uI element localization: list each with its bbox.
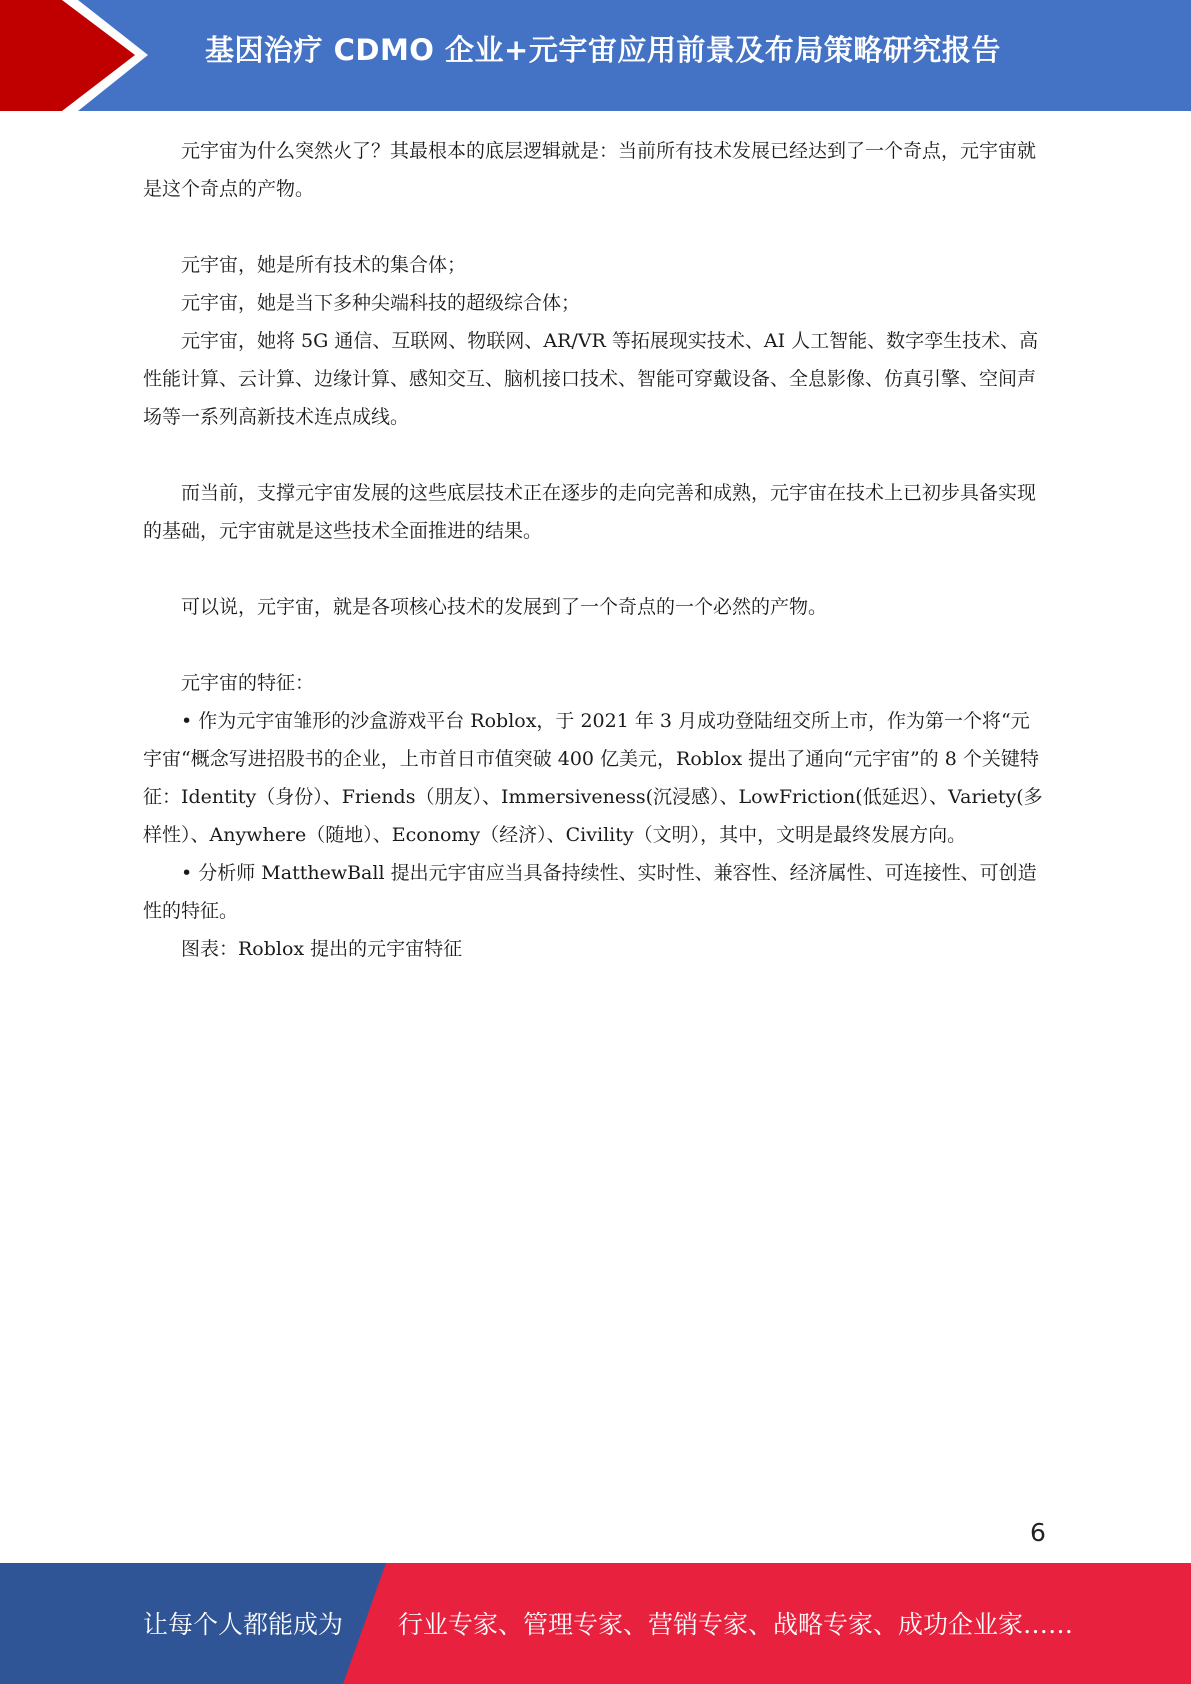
paragraph-complex: 元宇宙，她是当下多种尖端科技的超级综合体； bbox=[181, 292, 581, 314]
paragraph-current: 而当前，支撑元宇宙发展的这些底层技术正在逐步的走向完善和成熟，元宇宙在技术上已初步具备实现的基础，元宇宙就是这些技术全面推进的结果。 bbox=[143, 482, 1037, 542]
body-content bbox=[143, 132, 1048, 968]
page-number: 6 bbox=[1030, 1518, 1046, 1547]
paragraph-technologies: 元宇宙，她将 5G 通信、互联网、物联网、AR/VR 等拓展现实技术、AI 人工智能、数字孪生技术、高性能计算、云计算、边缘计算、感知交互、脑机接口技术、智能可穿戴设备、全息影像、仿真引擎、空间声场等一系列高新技术连点成线。 bbox=[143, 330, 1039, 428]
header-banner bbox=[0, 0, 1191, 111]
paragraph-intro: 元宇宙为什么突然火了？其最根本的底层逻辑就是：当前所有技术发展已经达到了一个奇点，元宇宙就是这个奇点的产物。 bbox=[143, 140, 1037, 200]
footer-slogan-right: 行业专家、管理专家、营销专家、战略专家、成功企业家…… bbox=[398, 1610, 1074, 1639]
paragraph-matthewball: • 分析师 MatthewBall 提出元宇宙应当具备持续性、实时性、兼容性、经济属性、可连接性、可创造性的特征。 bbox=[143, 862, 1037, 922]
paragraph-collection: 元宇宙，她是所有技术的集合体； bbox=[181, 254, 467, 276]
footer-banner bbox=[0, 1563, 1191, 1684]
figure-caption: 图表：Roblox 提出的元宇宙特征 bbox=[181, 938, 463, 960]
footer-slogan-left: 让每个人都能成为 bbox=[143, 1610, 344, 1639]
report-title: 基因治疗 CDMO 企业+元宇宙应用前景及布局策略研究报告 bbox=[205, 33, 1001, 67]
paragraph-conclusion: 可以说，元宇宙，就是各项核心技术的发展到了一个奇点的一个必然的产物。 bbox=[181, 596, 828, 618]
paragraph-roblox-features: • 作为元宇宙雏形的沙盒游戏平台 Roblox，于 2021 年 3 月成功登陆纽交所上市，作为第一个将“元宇宙“概念写进招股书的企业，上市首日市值突破 400 亿美元，Roblox 提出了通向“元宇宙”的 8 个关键特征：Identity（身份）、Friends（朋友）、Immersiveness(沉浸感）、LowFriction(低延迟）、Variety(多样性）、Anywhere（随地）、Economy（经济）、Civility（文明），其中，文明是最终发展方向。 bbox=[143, 710, 1043, 846]
paragraph-features-heading: 元宇宙的特征： bbox=[181, 672, 315, 694]
